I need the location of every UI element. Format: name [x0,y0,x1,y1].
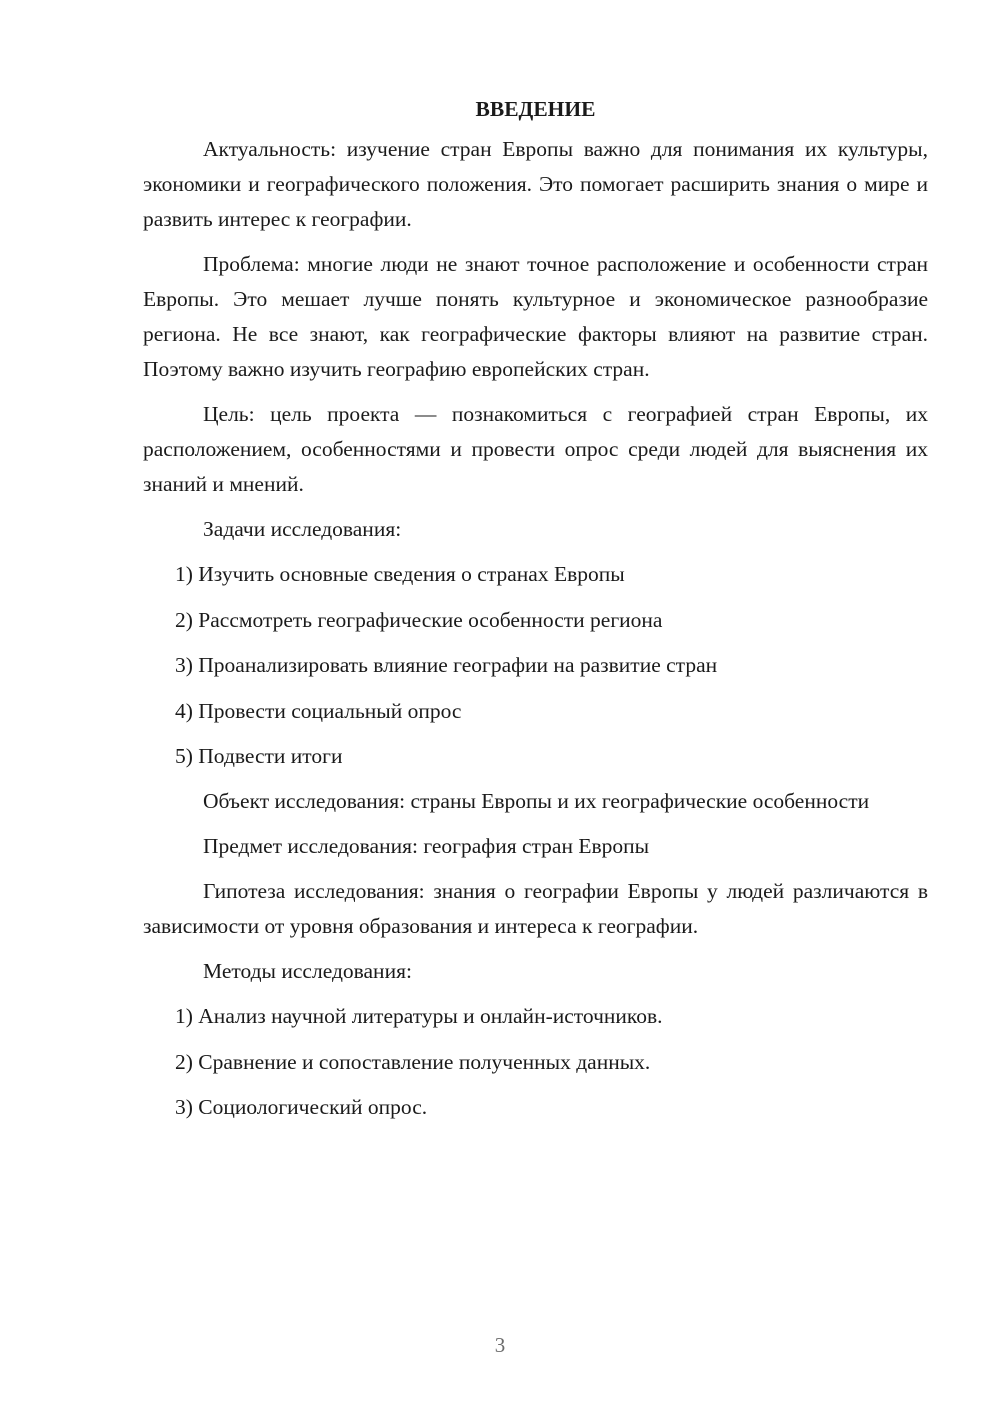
list-item: 1) Изучить основные сведения о странах Европы [175,562,625,586]
tasks-heading: Задачи исследования: [203,517,402,541]
list-item: 1) Анализ научной литературы и онлайн-источников. [175,1004,663,1028]
paragraph-goal: Цель: цель проекта — познакомиться с географией стран Европы, их расположением, особенностями и провести опрос среди людей для выяснения их знаний и мнений. [143,402,928,496]
document-page [143,92,928,1125]
methods-heading: Методы исследования: [203,959,412,983]
paragraph-object: Объект исследования: страны Европы и их географические особенности [203,789,870,813]
list-item: 4) Провести социальный опрос [175,698,462,723]
list-item: 2) Сравнение и сопоставление полученных данных. [175,1049,651,1074]
list-item: 3) Социологический опрос. [175,1095,428,1119]
list-item: 3) Проанализировать влияние географии на развитие стран [175,653,718,677]
page-number: 3 [494,1333,506,1357]
methods-list [143,999,928,1125]
paragraph-problem: Проблема: многие люди не знают точное расположение и особенности стран Европы. Это мешает лучше понять культурное и экономическое разнообразие региона. Не все знают, как географические факторы влияют на развитие стран. Поэтому важно изучить географию европейских стран. [143,252,928,381]
list-item: 2) Рассмотреть географические особенности региона [175,607,663,632]
tasks-list [143,557,928,774]
list-item: 5) Подвести итоги [175,744,343,768]
page-title: ВВЕДЕНИЕ [475,97,596,121]
paragraph-hypothesis: Гипотеза исследования: знания о географии Европы у людей различаются в зависимости от уровня образования и интереса к географии. [143,879,928,938]
paragraph-relevance: Актуальность: изучение стран Европы важно для понимания их культуры, экономики и географического положения. Это помогает расширить знания о мире и развить интерес к географии. [143,137,928,231]
paragraph-subject: Предмет исследования: география стран Европы [203,834,650,858]
